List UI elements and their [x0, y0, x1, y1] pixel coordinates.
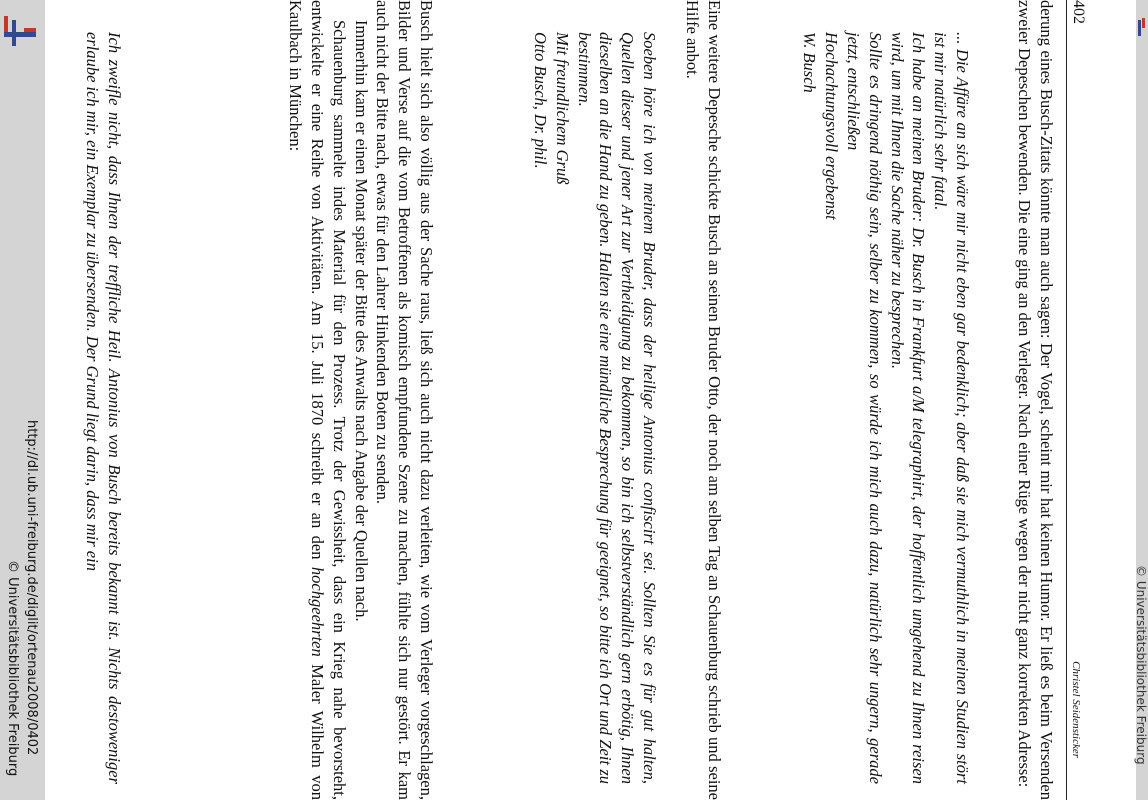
page-number: 402 — [1070, 0, 1087, 24]
paragraph-1 — [1013, 0, 1057, 800]
quote-1-line: Ich habe an meinen Bruder: Dr. Busch in Frankfurt a/M telegraphirt, der hoffentlich umgehend zu Ihnen reisen wird, um mit Ihnen die Sache näher zu besprechen. — [887, 32, 929, 784]
copyright-notice-right: © Universitätsbibliothek Freiburg — [1134, 565, 1148, 765]
quote-2-closing: Mit freundlichem Gruß — [552, 32, 572, 185]
quote-1-signature: W. Busch — [800, 32, 820, 93]
quote-2-signature: Otto Busch, Dr. phil. — [531, 32, 551, 169]
quote-3 — [81, 32, 125, 784]
quote-3-text: Ich zweifle nicht, dass Ihnen der treffliche Heil. Antonius von Busch bereits bekannt ist. Nichts destoweniger erlaube ich mir, ein Exemplar zu übersenden. Der Grund liegt darin, dass mir ein — [83, 32, 124, 784]
page-header — [1066, 0, 1085, 800]
paragraph-1-text: derung eines Busch-Zitats könnte man auch sagen: Der Vogel, scheint mir hat keinen Humor. Er ließ es beim Versenden zweier Depeschen bewenden. Die eine ging an den Verleger. Nach einer Rüge wegen der nicht ganz korrekten Adresse: — [1015, 0, 1056, 800]
library-logo-icon-right — [1138, 18, 1146, 38]
quote-2-text: Soeben höre ich von meinem Bruder, dass der heilige Antonius confiscirt sei. Sollten Sie es für gut halten, Quellen dieser und jener Art zur Vertheidigung zu bekommen, so bin ich selbstverständlich gern erbötig, Ihnen dieselben an die Hand zu geben. Halten sie eine mündliche Besprechung für geeignet, so bitte ich Ort und Zeit zu bestimmen. — [574, 32, 659, 784]
paragraph-5-text: Schauenburg sammelte indes Material für den Prozess. Trotz der Gewissheit, dass ein Krieg nahe bevorsteht, entwickelte er eine Reihe von Aktivitäten. Am 15. Juli 1870 schreibt er an den — [308, 0, 349, 800]
paragraph-2 — [681, 0, 725, 800]
running-author: Christel Seidensticker — [1070, 661, 1082, 758]
quote-1 — [799, 32, 973, 784]
quote-1-line: Hochachtungsvoll ergebenst — [822, 32, 842, 220]
copyright-notice: © Universitätsbibliothek Freiburg — [5, 560, 20, 777]
body-text — [284, 0, 437, 800]
paragraph-5-emphasis: hochgeehrten — [308, 566, 328, 657]
quote-1-line: Sollte es dringend nöthig sein, selber zu kommen, so würde ich mich auch dazu, natürlich sehr ungern, gerade jetzt, entschließen — [844, 32, 885, 784]
paragraph-3: Busch hielt sich also völlig aus der Sache raus, ließ sich auch nicht dazu verleiten, wie vom Verleger vorgeschlagen, Bilder und Verse auf die vom Betroffenen als komisch empfundene Szene zu machen, fühlte sich nur gestört. Er kam auch nicht der Bitte nach, etwas für den Lahrer Hinkenden Boten zu senden. — [373, 0, 436, 800]
quote-1-line: ... Die Affäre an sich wäre mir nicht eben gar bedenklich; aber daß sie mich vermuthlich in meinen Studien stört ist mir natürlich sehr fatal. — [931, 32, 972, 784]
paragraph-4: Immerhin kam er einen Monat später der Bitte des Anwalts nach Angabe der Quellen nach. — [351, 20, 371, 622]
viewer-right-sidebar — [1136, 0, 1148, 800]
source-url[interactable]: http://dl.ub.uni-freiburg.de/diglit/ortenau2008/0402 — [24, 420, 39, 756]
paragraph-5-text-end: Maler Wilhelm von Kaulbach in München: — [286, 0, 328, 800]
paragraph-2-text: Eine weitere Depesche schickte Busch an seinen Bruder Otto, der noch am selben Tag an Schauenburg schrieb und seine Hilfe anbot. — [683, 0, 724, 800]
quote-2 — [529, 32, 660, 784]
paragraph-5 — [284, 0, 349, 800]
